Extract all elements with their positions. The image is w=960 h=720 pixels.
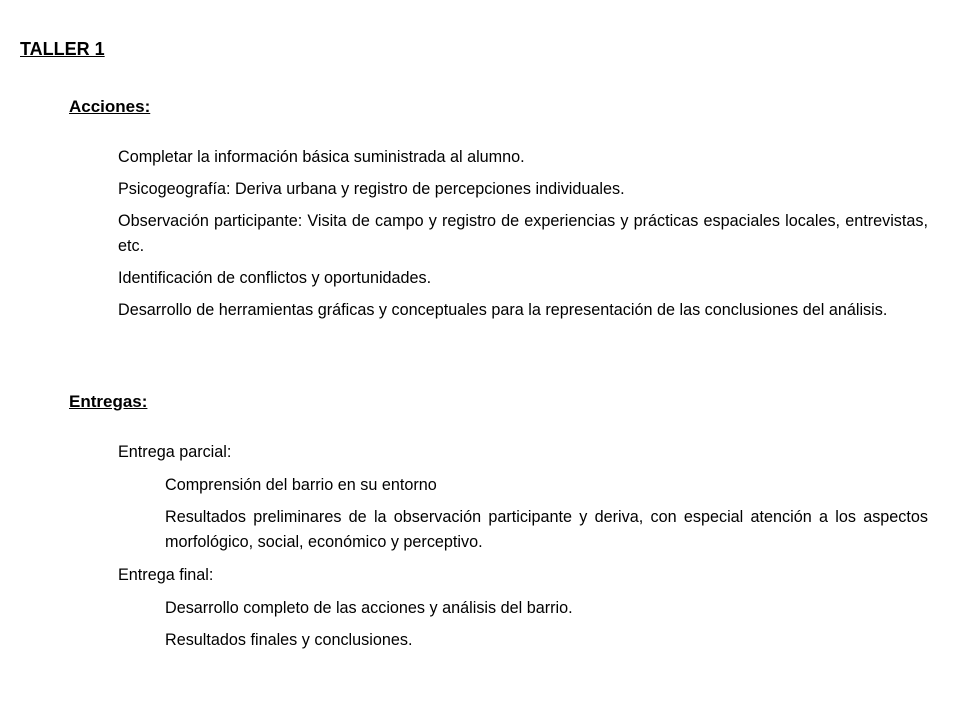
list-item: Resultados finales y conclusiones. xyxy=(165,631,413,649)
entregas-block xyxy=(118,440,928,661)
entrega-final-list xyxy=(165,596,928,653)
slide-title: TALLER 1 xyxy=(20,39,105,59)
list-item: Psicogeografía: Deriva urbana y registro de percepciones individuales. xyxy=(118,180,625,198)
entrega-final-label: Entrega final: xyxy=(118,566,214,584)
entregas-heading: Entregas: xyxy=(69,392,148,411)
list-item: Resultados preliminares de la observación participante y deriva, con especial atención a los aspectos morfológico, social, económico y perceptivo. xyxy=(165,508,928,551)
list-item: Completar la información básica suministrada al alumno. xyxy=(118,148,525,166)
list-item: Comprensión del barrio en su entorno xyxy=(165,476,437,494)
list-item: Observación participante: Visita de campo y registro de experiencias y prácticas espaciales locales, entrevistas, etc. xyxy=(118,212,928,255)
entrega-parcial-list xyxy=(165,473,928,555)
list-item: Identificación de conflictos y oportunidades. xyxy=(118,269,432,287)
entrega-parcial-label: Entrega parcial: xyxy=(118,443,232,461)
acciones-heading: Acciones: xyxy=(69,97,151,116)
list-item: Desarrollo de herramientas gráficas y conceptuales para la representación de las conclusiones del análisis. xyxy=(118,301,888,319)
list-item: Desarrollo completo de las acciones y análisis del barrio. xyxy=(165,599,573,617)
acciones-list xyxy=(118,145,928,330)
